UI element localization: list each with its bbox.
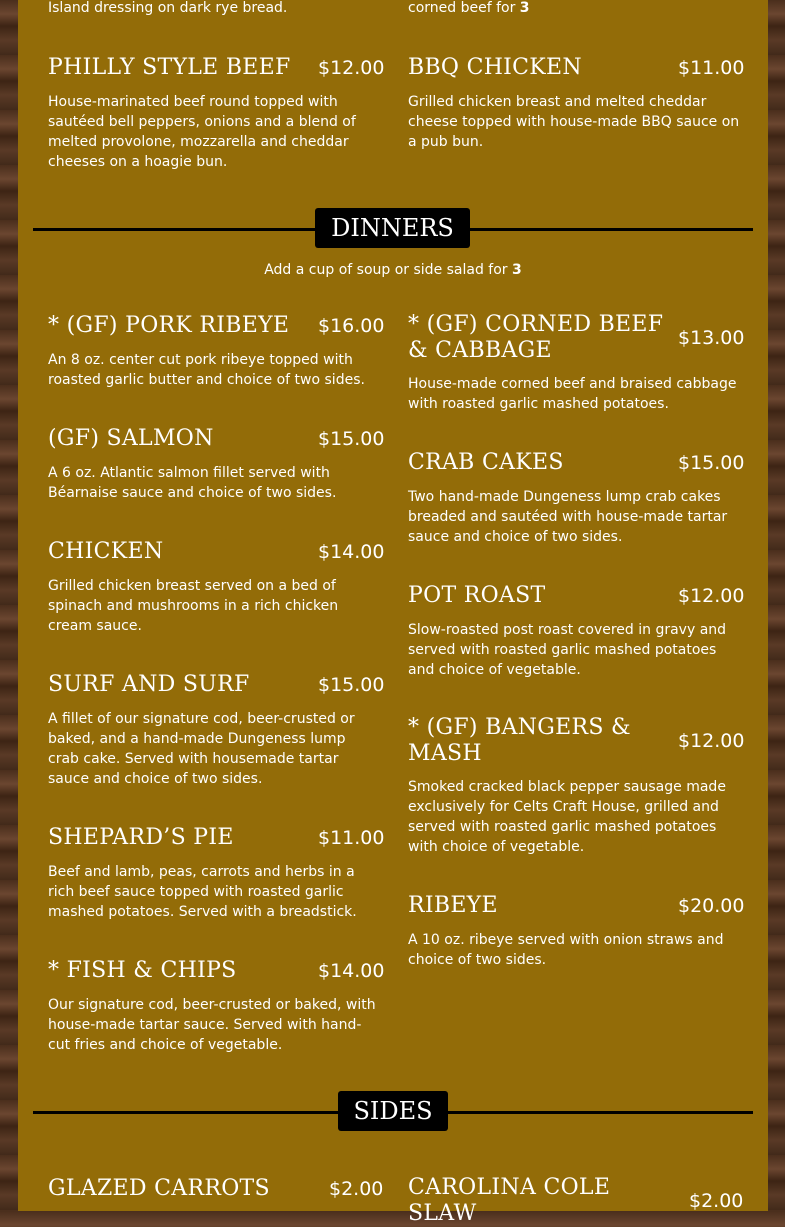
menu-item-name: POT ROAST bbox=[408, 583, 546, 608]
menu-item-description: A fillet of our signature cod, beer-crusted or baked, and a hand-made Dungeness lump crab cake. Served with housemade tartar sauce and choice of two sides. bbox=[48, 711, 355, 787]
menu-item-description: House-marinated beef round topped with sautéed bell peppers, onions and a blend of melted provolone, mozzarella and cheddar cheeses on a hoagie bun. bbox=[48, 94, 356, 170]
menu-item-name: CHICKEN bbox=[48, 539, 164, 564]
menu-item-description: Two hand-made Dungeness lump crab cakes breaded and sautéed with house-made tartar sauce and choice of two sides. bbox=[408, 489, 728, 545]
menu-item-name: * (GF) CORNED BEEF & CABBAGE bbox=[408, 312, 664, 363]
menu-item-name: RIBEYE bbox=[408, 893, 498, 918]
previous-item-description-tail: corned beef for 3 bbox=[408, 0, 530, 16]
menu-item-price: $13.00 bbox=[678, 327, 745, 349]
menu-item-description: A 6 oz. Atlantic salmon fillet served with Béarnaise sauce and choice of two sides. bbox=[48, 465, 337, 501]
menu-item-price: $2.00 bbox=[689, 1190, 744, 1212]
menu-item-price: $14.00 bbox=[318, 960, 385, 982]
menu-item-name: * (GF) BANGERS & MASH bbox=[408, 715, 631, 766]
menu-item-price: $11.00 bbox=[678, 57, 745, 79]
menu-item-description: Beef and lamb, peas, carrots and herbs in a rich beef sauce topped with roasted garlic mashed potatoes. Served with a breadstick. bbox=[48, 864, 357, 920]
menu-item-description: Grilled chicken breast served on a bed of spinach and mushrooms in a rich chicken cream sauce. bbox=[48, 578, 339, 634]
menu-item-price: $12.00 bbox=[678, 730, 745, 752]
menu-item-description: A 10 oz. ribeye served with onion straws and choice of two sides. bbox=[408, 932, 724, 968]
menu-item-price: $16.00 bbox=[318, 315, 385, 337]
menu-item-price: $12.00 bbox=[678, 585, 745, 607]
menu-item-price: $15.00 bbox=[318, 674, 385, 696]
menu-item-price: $15.00 bbox=[318, 428, 385, 450]
menu-item-price: $2.00 bbox=[329, 1178, 384, 1200]
menu-item-description: Grilled chicken breast and melted cheddar cheese topped with house-made BBQ sauce on a pub bun. bbox=[408, 94, 740, 150]
menu-item-name: CAROLINA COLE SLAW bbox=[408, 1175, 611, 1226]
menu-item-description: Smoked cracked black pepper sausage made exclusively for Celts Craft House, grilled and served with roasted garlic mashed potatoes with choice of vegetable. bbox=[408, 779, 726, 855]
section-heading-dinners: DINNERS bbox=[315, 208, 470, 248]
menu-panel bbox=[18, 0, 768, 1226]
section-note: Add a cup of soup or side salad for 3 bbox=[264, 262, 522, 278]
menu-item-price: $11.00 bbox=[318, 827, 385, 849]
previous-item-description-tail: Island dressing on dark rye bread. bbox=[48, 0, 288, 16]
menu-item-price: $12.00 bbox=[318, 57, 385, 79]
menu-item-name: CRAB CAKES bbox=[408, 450, 564, 475]
menu-item-description: Slow-roasted post roast covered in gravy and served with roasted garlic mashed potatoes and choice of vegetable. bbox=[408, 622, 727, 678]
menu-item-description: House-made corned beef and braised cabbage with roasted garlic mashed potatoes. bbox=[408, 376, 737, 412]
section-heading-sides: SIDES bbox=[338, 1091, 448, 1131]
menu-item-name: * (GF) PORK RIBEYE bbox=[48, 313, 290, 338]
menu-item-name: (GF) SALMON bbox=[48, 426, 214, 451]
menu-item-price: $15.00 bbox=[678, 452, 745, 474]
menu-item-name: SHEPARD’S PIE bbox=[48, 825, 234, 850]
menu-item-name: * FISH & CHIPS bbox=[48, 958, 237, 983]
menu-item-description: Our signature cod, beer-crusted or baked, with house-made tartar sauce. Served with hand-cut fries and choice of vegetable. bbox=[48, 997, 376, 1053]
menu-item-name: SURF AND SURF bbox=[48, 672, 250, 697]
menu-item-name: BBQ CHICKEN bbox=[408, 55, 582, 80]
menu-item-name: GLAZED CARROTS bbox=[48, 1176, 270, 1201]
menu-item-price: $20.00 bbox=[678, 895, 745, 917]
menu-item-name: PHILLY STYLE BEEF bbox=[48, 55, 291, 80]
menu-item-price: $14.00 bbox=[318, 541, 385, 563]
menu-item-description: An 8 oz. center cut pork ribeye topped with roasted garlic butter and choice of two sides. bbox=[48, 352, 365, 388]
